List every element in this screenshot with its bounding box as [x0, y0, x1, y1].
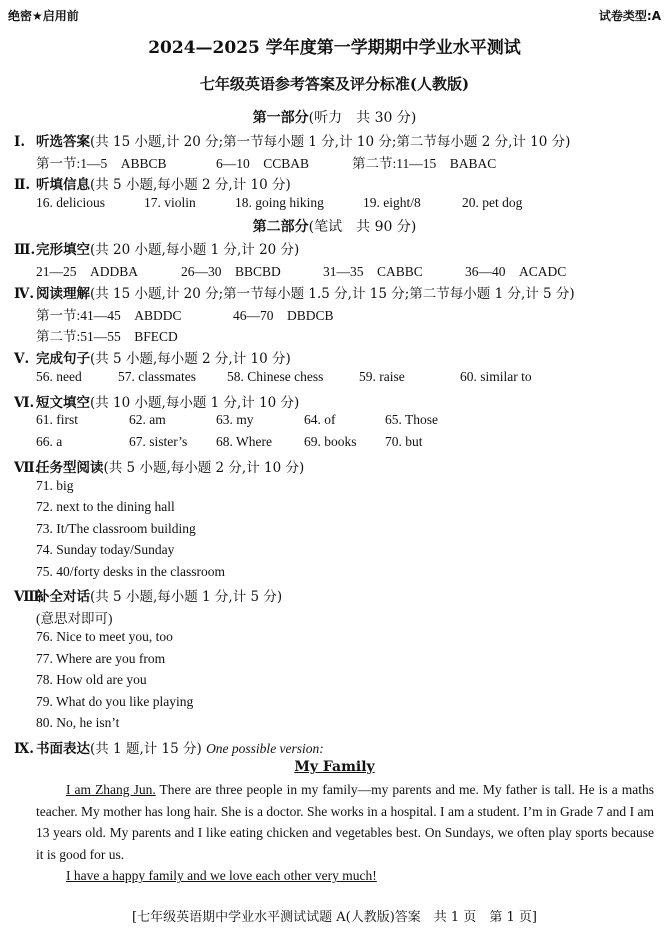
- section-3-name: 完形填空: [36, 242, 90, 258]
- section-5-note: (共 5 小题,每小题 2 分,计 10 分): [90, 351, 291, 367]
- section-1-number: Ⅰ.: [14, 134, 26, 150]
- section-5-heading: [14, 347, 291, 367]
- answer-item: 第一节:1—5 ABBCB: [36, 156, 167, 171]
- answer-line: 74. Sunday today/Sunday: [36, 542, 175, 557]
- section-4-note: (共 15 小题,计 20 分;第一节每小题 1.5 分,计 15 分;第二节每小题 1 分,计 5 分): [90, 286, 575, 302]
- answer-item: 第二节:11—15 BABAC: [352, 156, 497, 171]
- answer-item: 56. need: [36, 369, 82, 384]
- section-7-note: (共 5 小题,每小题 2 分,计 10 分): [103, 460, 305, 476]
- answer-item: 20. pet dog: [462, 195, 523, 210]
- answer-item: 第二节:51—55 BFECD: [36, 329, 178, 344]
- section-4-heading: [14, 282, 575, 302]
- answer-item: 57. classmates: [118, 369, 196, 384]
- answer-item: 17. violin: [144, 195, 196, 210]
- answer-item: 21—25 ADDBA: [36, 264, 139, 279]
- paper-type-label: 试卷类型:A: [598, 9, 661, 23]
- answer-item: 63. my: [216, 412, 254, 427]
- section-8-number: Ⅷ.: [14, 589, 45, 605]
- essay-first-sentence: I am Zhang Jun.: [66, 782, 156, 797]
- section-6-note: (共 10 小题,每小题 1 分,计 10 分): [90, 395, 300, 411]
- answer-item: 18. going hiking: [235, 195, 324, 210]
- section-1-name: 听选答案: [36, 134, 90, 150]
- section-1-heading: [14, 130, 570, 150]
- section-3-number: Ⅲ.: [14, 242, 36, 258]
- section-9-number: Ⅸ.: [14, 741, 34, 757]
- section-6-heading: [14, 391, 299, 411]
- answer-item: 6—10 CCBAB: [216, 156, 310, 171]
- answer-item: 31—35 CABBC: [323, 264, 423, 279]
- document-subtitle: 七年级英语参考答案及评分标准(人教版): [199, 75, 470, 93]
- answer-item: 26—30 BBCBD: [181, 264, 281, 279]
- section-5-name: 完成句子: [36, 351, 90, 367]
- answer-item: 61. first: [36, 412, 78, 427]
- section-1-note: (共 15 小题,计 20 分;第一节每小题 1 分,计 10 分;第二节每小题 2 分,计 10 分): [90, 134, 571, 150]
- part-two-note: (笔试 共 90 分): [308, 219, 417, 235]
- part-one-heading: [0, 107, 669, 127]
- section-9-heading: [14, 737, 324, 757]
- section-9-name: 书面表达: [36, 741, 90, 757]
- section-8-remark: (意思对即可): [36, 611, 113, 626]
- page-footer: [七年级英语期中学业水平测试试题 A(人教版)答案 共 1 页 第 1 页]: [132, 910, 537, 925]
- answer-item: 69. books: [304, 434, 357, 449]
- part-one-name: 第一部分: [252, 110, 309, 126]
- answer-item: 67. sister’s: [129, 434, 188, 449]
- section-3-note: (共 20 小题,每小题 1 分,计 20 分): [90, 242, 300, 258]
- answer-line: 80. No, he isn’t: [36, 715, 120, 730]
- answer-item: 16. delicious: [36, 195, 105, 210]
- section-2-heading: [14, 173, 291, 193]
- answer-line: 72. next to the dining hall: [36, 499, 175, 514]
- answer-line: 79. What do you like playing: [36, 694, 194, 709]
- section-3-heading: [14, 238, 299, 258]
- section-2-name: 听填信息: [36, 177, 90, 193]
- essay-body-text: There are three people in my family—my parents and me. My father is tall. He is a maths teacher. My mother has long hair. She is a doctor. She works in a hospital. I am a student. I’m in Grade 7 and I am 13 years old. My parents and I like eating chicken and vegetables best. On Sundays, we often play sports because it is good for us.: [36, 782, 654, 862]
- answer-line: 75. 40/forty desks in the classroom: [36, 564, 225, 579]
- part-two-heading: [0, 216, 669, 236]
- answer-item: 64. of: [304, 412, 336, 427]
- document-title: 2024—2025 学年度第一学期期中学业水平测试: [148, 38, 521, 58]
- section-8-note: (共 5 小题,每小题 1 分,计 5 分): [90, 589, 283, 605]
- answer-item: 65. Those: [385, 412, 438, 427]
- answer-item: 36—40 ACADC: [465, 264, 567, 279]
- answer-item: 46—70 DBDCB: [233, 308, 334, 323]
- answer-item: 60. similar to: [460, 369, 532, 384]
- section-8-name: 补全对话: [36, 589, 90, 605]
- section-7-name: 任务型阅读: [36, 460, 104, 476]
- section-6-number: Ⅵ.: [14, 395, 35, 411]
- section-7-heading: [14, 456, 304, 476]
- part-one-note: (听力 共 30 分): [308, 110, 417, 126]
- answer-item: 68. Where: [216, 434, 272, 449]
- section-2-number: Ⅱ.: [14, 177, 31, 193]
- answer-item: 58. Chinese chess: [227, 369, 324, 384]
- answer-line: 77. Where are you from: [36, 651, 166, 666]
- answer-item: 62. am: [129, 412, 166, 427]
- section-4-number: Ⅳ.: [14, 286, 35, 302]
- part-two-name: 第二部分: [252, 219, 309, 235]
- section-8-heading: [14, 585, 282, 605]
- section-2-note: (共 5 小题,每小题 2 分,计 10 分): [90, 177, 291, 193]
- section-4-name: 阅读理解: [36, 286, 90, 302]
- answer-line: 73. It/The classroom building: [36, 521, 196, 536]
- answer-item: 第一节:41—45 ABDDC: [36, 308, 182, 323]
- answer-item: 59. raise: [359, 369, 405, 384]
- answer-line: 78. How old are you: [36, 672, 147, 687]
- confidential-label: 绝密★启用前: [8, 9, 79, 23]
- section-9-suffix: One possible version:: [206, 741, 324, 756]
- section-5-number: Ⅴ.: [14, 351, 30, 367]
- answer-item: 66. a: [36, 434, 63, 449]
- answer-item: 70. but: [385, 434, 423, 449]
- essay-title: My Family: [294, 759, 375, 775]
- section-9-note: (共 1 题,计 15 分): [90, 741, 202, 757]
- essay-last-sentence: I have a happy family and we love each other very much!: [66, 868, 377, 884]
- section-7-number: Ⅶ.: [14, 460, 40, 476]
- essay-body: [36, 779, 654, 887]
- answer-line: 71. big: [36, 478, 74, 493]
- answer-line: 76. Nice to meet you, too: [36, 629, 173, 644]
- section-6-name: 短文填空: [36, 395, 90, 411]
- answer-item: 19. eight/8: [363, 195, 421, 210]
